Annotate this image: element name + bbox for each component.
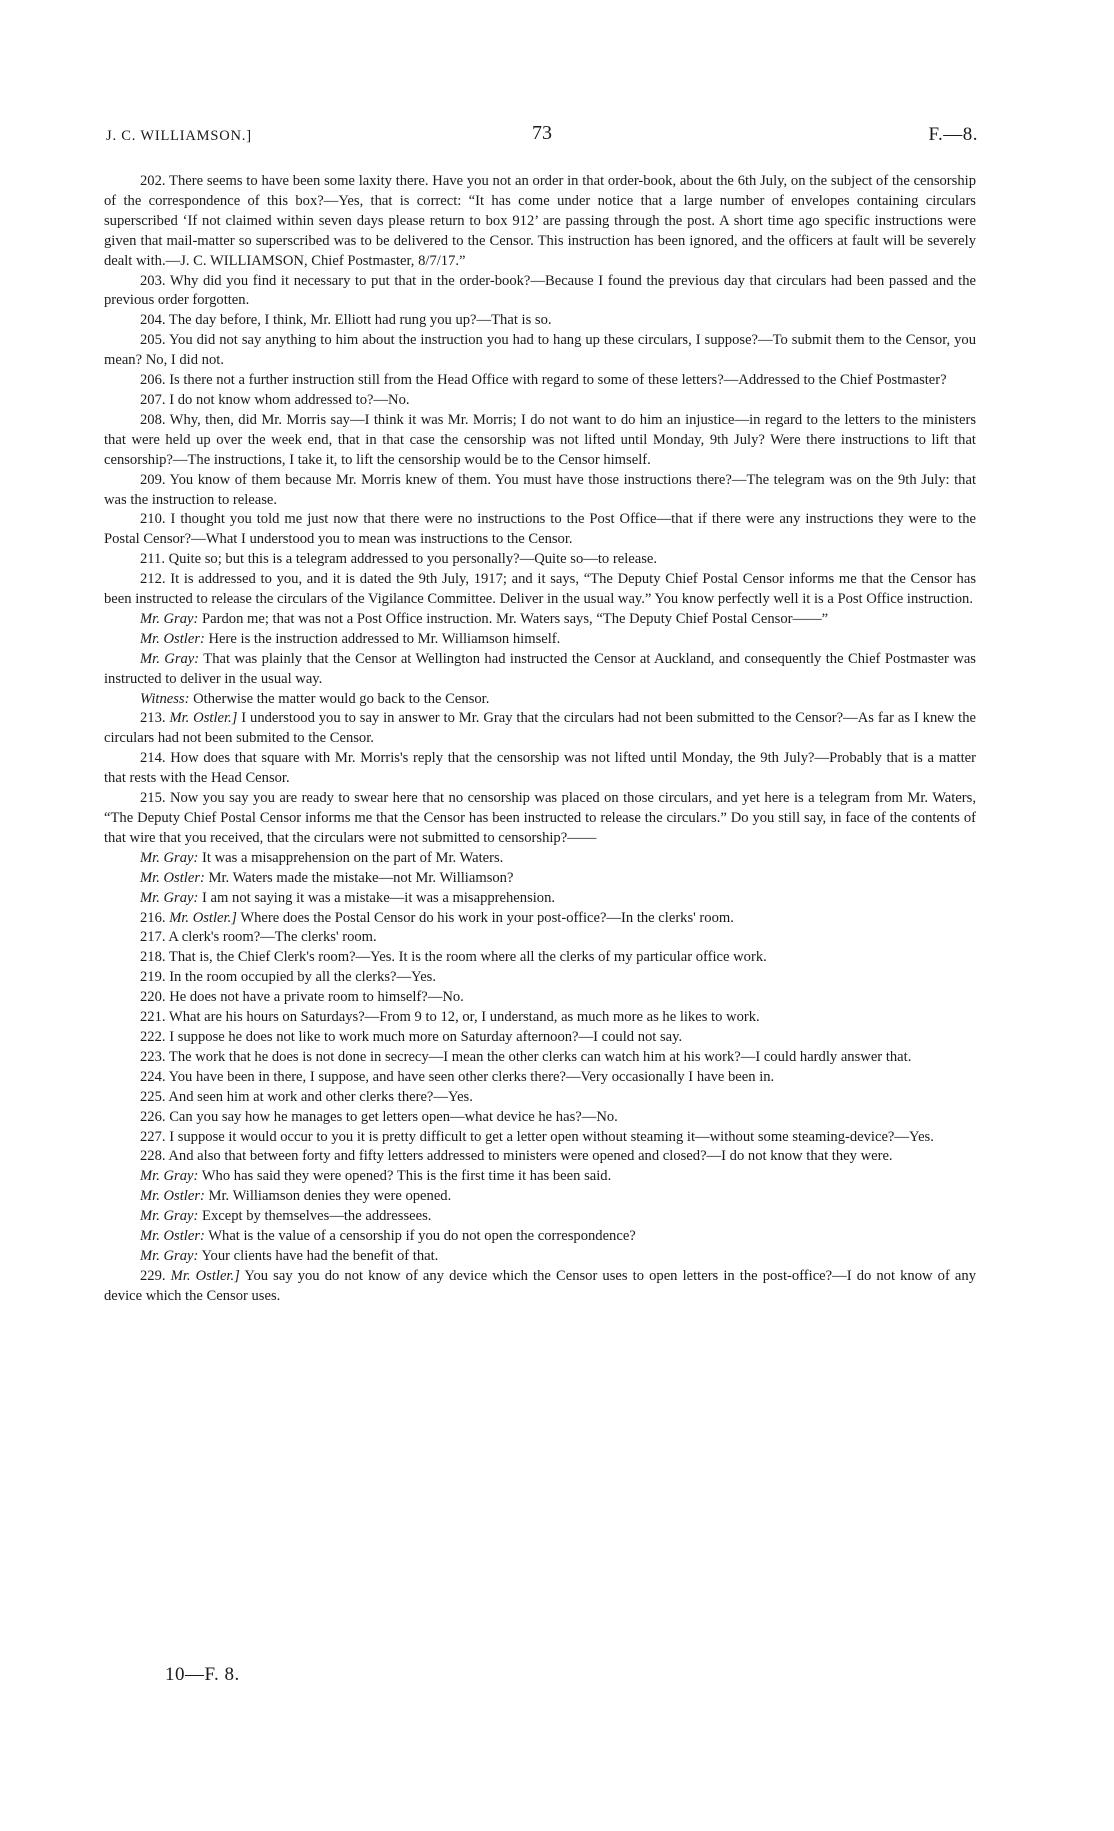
paragraph-text: 222. I suppose he does not like to work much more on Saturday afternoon?—I could not say.: [140, 1028, 683, 1045]
paragraph-text: Pardon me; that was not a Post Office instruction. Mr. Waters says, “The Deputy Chief Postal Censor——”: [202, 610, 829, 627]
paragraph-text: 215. Now you say you are ready to swear here that no censorship was placed on those circulars, and yet here is a telegram from Mr. Waters, “The Deputy Chief Postal Censor informs me that the Censor has been instructed to release the circulars.” Do you still say, in face of the contents of that wire that you received, that the circulars were not submitted to censorship?——: [104, 790, 976, 846]
paragraph-text: Where does the Postal Censor do his work in your post-office?—In the clerks' room.: [240, 909, 734, 926]
header-witness-name: J. C. WILLIAMSON.]: [106, 128, 252, 144]
paragraph-text: You say you do not know of any device which the Censor uses to open letters in the post-office?—I do not know of any device which the Censor uses.: [104, 1267, 976, 1304]
speaker-name: Mr. Gray:: [140, 650, 200, 667]
paper-reference: F.—8.: [928, 124, 978, 145]
paragraph: [104, 1108, 976, 1128]
paragraph: [104, 1008, 976, 1028]
paragraph-text: 224. You have been in there, I suppose, and have seen other clerks there?—Very occasionally I have been in.: [140, 1068, 775, 1085]
paragraph: [104, 391, 976, 411]
paragraph: [104, 1267, 976, 1307]
paragraph-text: Who has said they were opened? This is the first time it has been said.: [201, 1168, 612, 1185]
paragraph-text: That was plainly that the Censor at Wellington had instructed the Censor at Auckland, and consequently the Chief Postmaster was instructed to deliver in the usual way.: [104, 650, 976, 687]
speaker-name: Mr. Ostler.]: [169, 710, 238, 727]
paragraph: [104, 1167, 976, 1187]
paragraph: [104, 1227, 976, 1247]
paragraph: [104, 789, 976, 849]
paragraph-text: 204. The day before, I think, Mr. Elliott had rung you up?—That is so.: [140, 312, 552, 329]
speaker-name: Mr. Gray:: [140, 610, 199, 627]
paragraph-text: 211. Quite so; but this is a telegram addressed to you personally?—Quite so—to release.: [140, 551, 658, 568]
speaker-name: Mr. Ostler.]: [170, 1267, 240, 1284]
paragraph: [104, 889, 976, 909]
speaker-name: Mr. Gray:: [140, 1208, 199, 1225]
paragraph: [104, 749, 976, 789]
paragraph: [104, 172, 976, 272]
paragraph-text: Here is the instruction addressed to Mr. Williamson himself.: [208, 630, 561, 647]
paragraph: [104, 928, 976, 948]
paragraph-text: I am not saying it was a mistake—it was a misapprehension.: [202, 889, 556, 906]
paragraph: [104, 869, 976, 889]
speaker-name: Mr. Ostler:: [140, 1228, 205, 1245]
paragraph-text: 218. That is, the Chief Clerk's room?—Yes. It is the room where all the clerks of my particular office work.: [140, 949, 767, 966]
paragraph: [104, 690, 976, 710]
paragraph-text: Your clients have had the benefit of that.: [201, 1247, 439, 1264]
question-number: 229.: [140, 1267, 166, 1284]
question-number: 216.: [140, 909, 166, 926]
paragraph: [104, 471, 976, 511]
paragraph: [104, 311, 976, 331]
paragraph-text: 208. Why, then, did Mr. Morris say—I think it was Mr. Morris; I do not want to do him an injustice—in regard to the letters to the ministers that were held up over the week end, that in that case the censorship was not lifted until Monday, 9th July? Were there instructions to lift that censorship?—The instructions, I take it, to lift the censorship would be to the Censor himself.: [104, 411, 976, 468]
paragraph-text: 219. In the room occupied by all the clerks?—Yes.: [140, 969, 437, 986]
paragraph-text: 223. The work that he does is not done in secrecy—I mean the other clerks can watch him at his work?—I could hardly answer that.: [140, 1048, 912, 1065]
paragraph: [104, 1048, 976, 1068]
paragraph-text: 212. It is addressed to you, and it is dated the 9th July, 1917; and it says, “The Deputy Chief Postal Censor informs me that the Censor has been instructed to release the circulars of the Vigilance Committee. Deliver in the usual way.” You know perfectly well it is a Post Office instruction.: [104, 571, 976, 608]
speaker-name: Mr. Gray:: [140, 889, 199, 906]
page-number: 73: [532, 122, 552, 144]
speaker-name: Mr. Ostler.]: [169, 909, 237, 926]
speaker-name: Mr. Ostler:: [140, 630, 205, 647]
paragraph: [104, 709, 976, 749]
paragraph: [104, 988, 976, 1008]
speaker-name: Mr. Gray:: [140, 849, 199, 866]
paragraph: [104, 1028, 976, 1048]
paragraph-text: Mr. Williamson denies they were opened.: [208, 1188, 452, 1205]
paragraph-text: 221. What are his hours on Saturdays?—From 9 to 12, or, I understand, as much more as he likes to work.: [140, 1009, 760, 1026]
paragraph-text: 228. And also that between forty and fifty letters addressed to ministers were opened and closed?—I do not know that they were.: [140, 1148, 893, 1165]
document-body: [104, 172, 976, 1307]
paragraph-text: What is the value of a censorship if you do not open the correspondence?: [208, 1228, 636, 1245]
paragraph-text: 206. Is there not a further instruction still from the Head Office with regard to some of these letters?—Addressed to the Chief Postmaster?: [140, 372, 947, 389]
signature-mark: 10—F. 8.: [165, 1664, 240, 1685]
speaker-name: Mr. Ostler:: [140, 869, 205, 886]
speaker-name: Mr. Gray:: [140, 1168, 199, 1185]
paragraph: [104, 371, 976, 391]
paragraph: [104, 411, 976, 471]
paragraph-text: 214. How does that square with Mr. Morris's reply that the censorship was not lifted until Monday, the 9th July?—Probably that is a matter that rests with the Head Censor.: [104, 750, 976, 787]
paragraph-text: 227. I suppose it would occur to you it is pretty difficult to get a letter open without steaming it—without some steaming-device?—Yes.: [140, 1128, 934, 1145]
paragraph: [104, 1088, 976, 1108]
question-number: 213.: [140, 710, 166, 727]
paragraph: [104, 610, 976, 630]
paragraph: [104, 1247, 976, 1267]
paragraph-text: 226. Can you say how he manages to get letters open—what device he has?—No.: [140, 1108, 618, 1125]
paragraph: [104, 1068, 976, 1088]
paragraph-text: 205. You did not say anything to him about the instruction you had to hang up these circulars, I suppose?—To submit them to the Censor, you mean? No, I did not.: [104, 332, 976, 369]
paragraph-text: 209. You know of them because Mr. Morris knew of them. You must have those instructions there?—The telegram was on the 9th July: that was the instruction to release.: [104, 471, 976, 508]
paragraph: [104, 849, 976, 869]
paragraph-text: 203. Why did you find it necessary to put that in the order-book?—Because I found the previous day that circulars had been passed and the previous order forgotten.: [104, 272, 976, 309]
paragraph-text: 207. I do not know whom addressed to?—No.: [140, 391, 410, 408]
page-header: [106, 120, 978, 150]
paragraph-text: It was a misapprehension on the part of Mr. Waters.: [202, 849, 504, 866]
paragraph: [104, 1147, 976, 1167]
paragraph: [104, 630, 976, 650]
paragraph: [104, 1207, 976, 1227]
paragraph-text: Otherwise the matter would go back to the Censor.: [193, 690, 490, 707]
paragraph: [104, 650, 976, 690]
paragraph: [104, 968, 976, 988]
paragraph: [104, 909, 976, 929]
paragraph: [104, 570, 976, 610]
paragraph-text: 220. He does not have a private room to himself?—No.: [140, 989, 464, 1006]
speaker-name: Mr. Ostler:: [140, 1188, 205, 1205]
paragraph-text: 225. And seen him at work and other clerks there?—Yes.: [140, 1088, 473, 1105]
paragraph: [104, 550, 976, 570]
speaker-name: Mr. Gray:: [140, 1247, 199, 1264]
speaker-name: Witness:: [140, 690, 190, 707]
paragraph-text: 202. There seems to have been some laxity there. Have you not an order in that order-book, about the 6th July, on the subject of the censorship of the correspondence of this box?—Yes, that is correct: “It has come under notice that a large number of envelopes containing circulars superscribed ‘If not claimed within seven days please return to box 912’ are passing through the post. A short time ago specific instructions were given that mail-matter so superscribed was to be delivered to the Censor. This instruction has been ignored, and the officers at fault will be severely dealt with.—J. C. WILLIAMSON, Chief Postmaster, 8/7/17.”: [104, 173, 976, 269]
paragraph-text: 217. A clerk's room?—The clerks' room.: [140, 929, 377, 946]
paragraph: [104, 1187, 976, 1207]
paragraph: [104, 948, 976, 968]
paragraph-text: 210. I thought you told me just now that there were no instructions to the Post Office—that if there were any instructions they were to the Postal Censor?—What I understood you to mean was instructions to the Censor.: [104, 511, 976, 548]
paragraph-text: I understood you to say in answer to Mr. Gray that the circulars had not been submitted to the Censor?—As far as I knew the circulars had not been submited to the Censor.: [104, 710, 976, 747]
paragraph: [104, 510, 976, 550]
paragraph: [104, 1128, 976, 1148]
paragraph-text: Mr. Waters made the mistake—not Mr. Williamson?: [208, 869, 514, 886]
paragraph: [104, 272, 976, 312]
paragraph-text: Except by themselves—the addressees.: [202, 1208, 432, 1225]
paragraph: [104, 331, 976, 371]
